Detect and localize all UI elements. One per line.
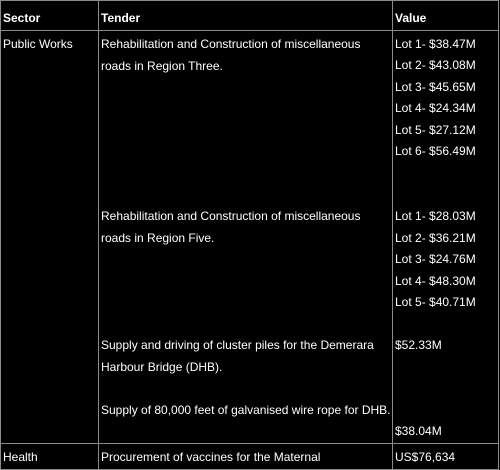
value-cell: Lot 3- $24.76M	[395, 252, 476, 266]
column-header-tender: Tender	[101, 11, 141, 25]
value-cell: $52.33M	[395, 338, 442, 352]
value-cell: US$76,634	[395, 450, 456, 464]
value-cell: Lot 2- $36.21M	[395, 231, 476, 245]
value-cell: $38.04M	[395, 424, 442, 438]
column-header-sector: Sector	[3, 11, 41, 25]
value-cell: Lot 4- $24.34M	[395, 101, 476, 115]
tender-cell: Supply and driving of cluster piles for the Demerara Harbour Bridge (DHB).	[101, 338, 374, 374]
value-cell: Lot 4- $48.30M	[395, 274, 476, 288]
tender-cell: Procurement of vaccines for the Maternal	[101, 450, 321, 464]
sector-cell: Public Works	[3, 37, 73, 51]
column-divider	[98, 0, 99, 470]
value-cell: Lot 1- $28.03M	[395, 209, 476, 223]
value-cell: Lot 6- $56.49M	[395, 144, 476, 158]
value-cell: Lot 3- $45.65M	[395, 80, 476, 94]
value-cell: Lot 5- $40.71M	[395, 295, 476, 309]
tender-cell: Rehabilitation and Construction of miscellaneous roads in Region Five.	[101, 209, 361, 245]
row-divider	[0, 443, 499, 444]
tender-cell: Supply of 80,000 feet of galvanised wire rope for DHB.	[101, 403, 391, 417]
value-cell: Lot 2- $43.08M	[395, 58, 476, 72]
value-cell: Lot 1- $38.47M	[395, 37, 476, 51]
value-cell: Lot 5- $27.12M	[395, 123, 476, 137]
header-divider	[0, 30, 499, 31]
tender-cell: Rehabilitation and Construction of miscellaneous roads in Region Three.	[101, 37, 361, 73]
sector-cell: Health	[3, 450, 38, 464]
column-header-value: Value	[395, 11, 427, 25]
column-divider	[392, 0, 393, 470]
